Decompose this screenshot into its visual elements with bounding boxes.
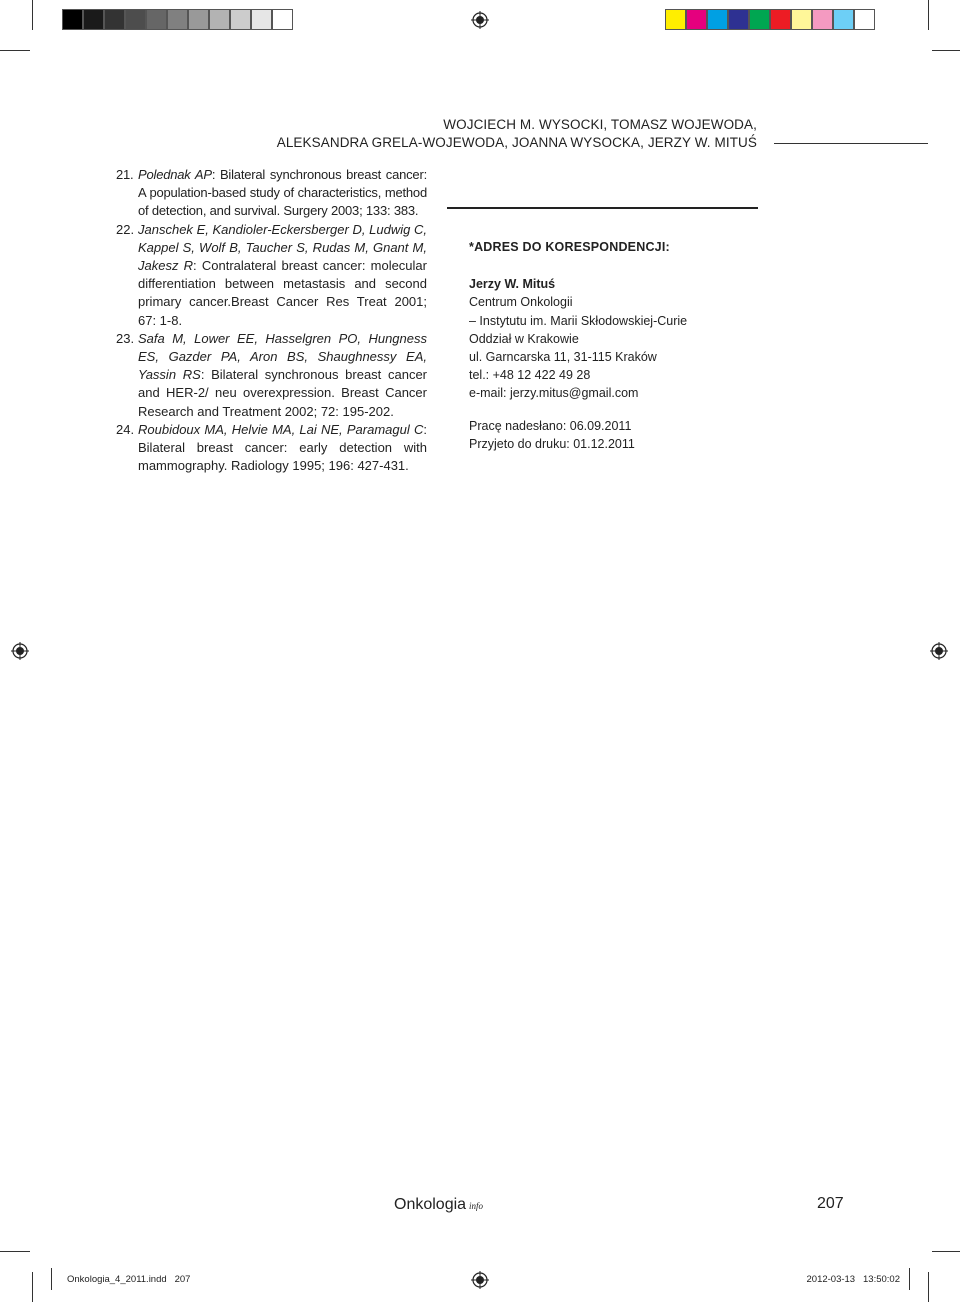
color-swatch [749,9,770,30]
registration-mark-icon [471,1271,489,1289]
registration-mark-icon [930,642,948,660]
color-swatch [209,9,230,30]
color-swatch [146,9,167,30]
authors-line: WOJCIECH M. WYSOCKI, TOMASZ WOJEWODA, [443,117,757,132]
color-swatch [833,9,854,30]
phone-line: tel.: +48 12 422 49 28 [469,368,591,383]
crop-mark [0,50,30,51]
color-swatch [83,9,104,30]
address-line: Oddział w Krakowie [469,331,579,346]
accepted-date: Przyjeto do druku: 01.12.2011 [469,436,635,451]
color-swatch [62,9,83,30]
color-swatch [230,9,251,30]
running-header-authors [277,116,757,152]
reference-number: 23. [116,330,135,346]
color-swatch [707,9,728,30]
reference-details: : Bilateral breast cancer: early detection with mammography. Radiology 1995; 196: 427-431. [138,421,427,474]
color-swatch [791,9,812,30]
crop-mark [928,1272,929,1302]
reference-details: : Bilateral synchronous breast cancer and HER-2/ neu overexpression. Breast Cancer Research and Treatment 2002; 72: 195-202. [138,367,427,419]
correspondence-block [469,238,759,453]
correspondence-heading: *ADRES DO KORESPONDENCJI: [469,240,670,254]
registration-mark-icon [471,11,489,29]
correspondence-name: Jerzy W. Mituś [469,277,556,292]
journal-name: Onkologia [394,1196,467,1213]
color-swatch [167,9,188,30]
crop-mark [932,50,960,51]
slug-file-info: Onkologia_4_2011.indd 207 [67,1274,191,1285]
correspondence-rule [447,207,758,209]
address-line: Centrum Onkologii [469,295,573,310]
address-line: ul. Garncarska 11, 31-115 Kraków [469,350,657,365]
address-line: – Instytutu im. Marii Skłodowskiej-Curie [469,313,688,328]
page-number: 207 [817,1195,844,1212]
color-swatch [812,9,833,30]
reference-list [116,166,427,475]
color-swatch [125,9,146,30]
color-swatch [104,9,125,30]
reference-item [116,330,427,421]
color-swatch [770,9,791,30]
color-swatch [728,9,749,30]
crop-mark [909,1268,910,1290]
reference-details: : Bilateral synchronous breast cancer: A population-based study of characteristics, method of detection, and survival. Surgery 2003; 133: 383. [138,167,427,219]
registration-mark-icon [11,642,29,660]
reference-number: 21. [116,167,134,182]
grayscale-color-bar [62,9,293,30]
crop-mark [928,0,929,30]
reference-authors: Safa M, Lower EE, Hasselgren PO, Hungness ES, Gazder PA, Aron BS, Shaughnessy EA, Yassin RS [138,330,427,383]
color-swatch [272,9,293,30]
reference-item [116,421,427,476]
slug-timestamp: 2012-03-13 13:50:02 [806,1274,900,1285]
color-swatch [665,9,686,30]
crop-mark [0,1251,30,1252]
crop-mark [51,1268,52,1290]
reference-authors: Polednak AP [138,167,212,182]
journal-brand [394,1196,483,1214]
crop-mark [32,0,33,30]
reference-authors: Roubidoux MA, Helvie MA, Lai NE, Paramagul C [138,421,424,437]
color-swatch [854,9,875,30]
reference-number: 22. [116,221,135,237]
reference-item [116,166,427,221]
reference-item [116,221,427,330]
color-swatch [251,9,272,30]
color-swatch [686,9,707,30]
authors-line: ALEKSANDRA GRELA-WOJEWODA, JOANNA WYSOCKA, JERZY W. MITUŚ [276,135,757,150]
reference-details: : Contralateral breast cancer: molecular differentiation between metastasis and second primary cancer.Breast Cancer Res Treat 2001; 67: 1-8. [138,258,427,328]
reference-authors: Janschek E, Kandioler-Eckersberger D, Ludwig C, Kappel S, Wolf B, Taucher S, Rudas M, Gnant M, Jakesz R [138,221,427,274]
journal-name-suffix: info [469,1201,484,1211]
header-rule [774,143,928,144]
reference-number: 24. [116,421,135,437]
crop-mark [932,1251,960,1252]
color-swatch [188,9,209,30]
crop-mark [32,1272,33,1302]
process-color-bar [665,9,875,30]
email-line: e-mail: jerzy.mitus@gmail.com [469,386,639,401]
received-date: Pracę nadesłano: 06.09.2011 [469,418,632,433]
